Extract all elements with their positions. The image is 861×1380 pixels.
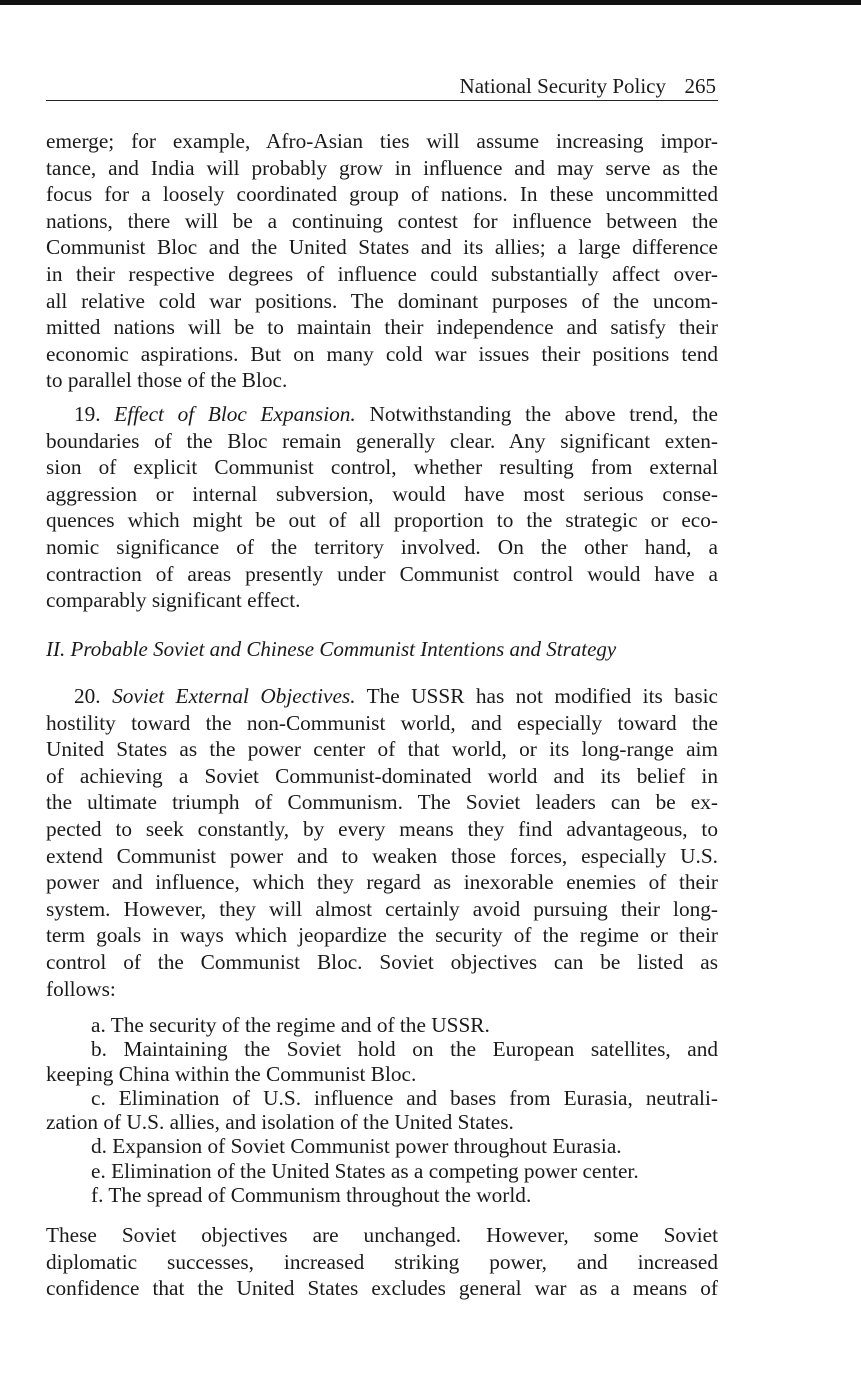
text-line: These Soviet objectives are unchanged. However, some Soviet	[46, 1223, 718, 1247]
paragraph-20	[46, 683, 718, 1002]
text-line: boundaries of the Bloc remain generally clear. Any significant exten-	[46, 428, 718, 453]
text-line: in their respective degrees of influence could substantially affect over-	[46, 261, 718, 286]
running-title: National Security Policy	[459, 74, 666, 98]
text-line: confidence that the United States excludes general war as a means of	[46, 1276, 718, 1301]
paragraph-number: 19.	[74, 402, 101, 426]
text-line: control of the Communist Bloc. Soviet objectives can be listed as	[46, 949, 718, 974]
text-line: nations, there will be a continuing contest for influence between the	[46, 208, 718, 233]
section-heading: II. Probable Soviet and Chinese Communist Intentions and Strategy	[46, 637, 617, 661]
paragraph-19-first-line	[46, 401, 718, 428]
text-line: pected to seek constantly, by every means they find advantageous, to	[46, 816, 718, 841]
paragraph-20-first-line	[46, 683, 718, 710]
text-line: contraction of areas presently under Communist control would have a	[46, 561, 718, 586]
text-fragment: Notwithstanding the above trend, the	[369, 402, 719, 426]
text-line: Communist Bloc and the United States and its allies; a large difference	[46, 235, 718, 260]
text-fragment: The USSR has not modified its basic	[366, 684, 718, 708]
text-line: quences which might be out of all proportion to the strategic or eco-	[46, 508, 718, 533]
page-number: 265	[684, 74, 716, 98]
paragraph-continuation	[46, 128, 718, 394]
text-line: United States as the power center of that world, or its long-range aim	[46, 737, 718, 762]
paragraph-title: Soviet External Objectives.	[112, 684, 356, 708]
text-line: power and influence, which they regard as inexorable enemies of their	[46, 870, 718, 895]
list-item-f: f. The spread of Communism throughout the world.	[91, 1183, 532, 1208]
list-item-b: b. Maintaining the Soviet hold on the European satellites, and	[91, 1037, 718, 1062]
running-header	[46, 72, 718, 101]
text-line: emerge; for example, Afro-Asian ties will assume increasing impor-	[46, 129, 718, 153]
list-item-c: c. Elimination of U.S. influence and bases from Eurasia, neutrali-	[91, 1085, 718, 1110]
text-line: follows:	[46, 976, 116, 1001]
text-line: all relative cold war positions. The dominant purposes of the uncom-	[46, 288, 718, 313]
text-line: comparably significant effect.	[46, 588, 301, 613]
closing-paragraph	[46, 1222, 718, 1302]
text-line: diplomatic successes, increased striking power, and increased	[46, 1249, 718, 1274]
text-line: mitted nations will be to maintain their independence and satisfy their	[46, 315, 718, 340]
text-line: focus for a loosely coordinated group of nations. In these uncommitted	[46, 182, 718, 207]
text-line: aggression or internal subversion, would have most serious conse-	[46, 481, 718, 506]
list-item-a: a. The security of the regime and of the USSR.	[91, 1013, 490, 1037]
top-border	[0, 0, 861, 5]
paragraph-number: 20.	[74, 684, 101, 708]
list-item-b-continued: keeping China within the Communist Bloc.	[46, 1061, 417, 1086]
paragraph-title: Effect of Bloc Expansion.	[114, 402, 356, 426]
text-line: sion of explicit Communist control, whether resulting from external	[46, 455, 718, 480]
objectives-list	[46, 1013, 718, 1207]
text-line: to parallel those of the Bloc.	[46, 368, 288, 393]
paragraph-19	[46, 401, 718, 614]
text-line: tance, and India will probably grow in influence and may serve as the	[46, 155, 718, 180]
list-item-d: d. Expansion of Soviet Communist power throughout Eurasia.	[91, 1134, 622, 1159]
text-line: extend Communist power and to weaken those forces, especially U.S.	[46, 843, 718, 868]
text-line: of achieving a Soviet Communist-dominated world and its belief in	[46, 763, 718, 788]
text-line: economic aspirations. But on many cold war issues their positions tend	[46, 341, 718, 366]
text-line: nomic significance of the territory involved. On the other hand, a	[46, 534, 718, 559]
text-line: term goals in ways which jeopardize the security of the regime or their	[46, 923, 718, 948]
list-item-c-continued: zation of U.S. allies, and isolation of the United States.	[46, 1110, 514, 1135]
text-line: hostility toward the non-Communist world, and especially toward the	[46, 710, 718, 735]
text-line: the ultimate triumph of Communism. The Soviet leaders can be ex-	[46, 790, 718, 815]
text-line: system. However, they will almost certainly avoid pursuing their long-	[46, 896, 718, 921]
list-item-e: e. Elimination of the United States as a competing power center.	[91, 1158, 639, 1183]
